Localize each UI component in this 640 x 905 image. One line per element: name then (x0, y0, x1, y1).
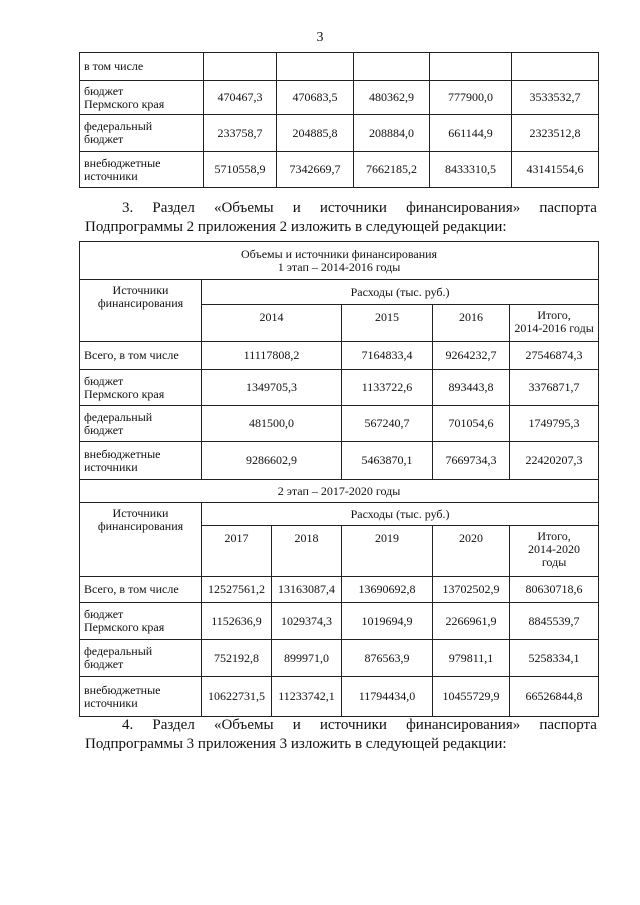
total-header: Итого, 2014-2020 годы (510, 526, 599, 577)
table-cell: 9264232,7 (433, 342, 510, 370)
row-label: Всего, в том числе (80, 577, 202, 603)
table-cell: 567240,7 (342, 406, 433, 442)
table-cell: 777900,0 (430, 81, 512, 115)
table-financing-volumes (79, 241, 599, 717)
table-continuation (79, 52, 599, 188)
table-cell: 1152636,9 (202, 603, 272, 640)
table-cell: 7342669,7 (277, 152, 354, 188)
table-title: Объемы и источники финансирования 1 этап – 2014-2016 годы (80, 242, 599, 280)
table-cell: 80630718,6 (510, 577, 599, 603)
table-row (80, 640, 599, 677)
year-header: 2016 (433, 305, 510, 342)
table-cell: 27546874,3 (510, 342, 599, 370)
year-header: 2018 (272, 526, 342, 577)
table-row (80, 53, 599, 81)
table-row (80, 677, 599, 717)
table-cell: 3376871,7 (510, 370, 599, 406)
row-label: бюджет Пермского края (80, 370, 202, 406)
table-cell: 3533532,7 (512, 81, 599, 115)
table-cell: 481500,0 (202, 406, 342, 442)
row-label: в том числе (80, 53, 204, 81)
table-cell: 22420207,3 (510, 442, 599, 480)
table-cell: 11233742,1 (272, 677, 342, 717)
table-cell: 2323512,8 (512, 115, 599, 152)
table-row (80, 115, 599, 152)
table-cell: 7164833,4 (342, 342, 433, 370)
table-cell: 66526844,8 (510, 677, 599, 717)
table-cell: 1019694,9 (342, 603, 433, 640)
row-label: внебюджетные источники (80, 677, 202, 717)
row-label: федеральный бюджет (80, 406, 202, 442)
row-label: внебюджетные источники (80, 442, 202, 480)
table-cell: 979811,1 (433, 640, 510, 677)
table-row (80, 342, 599, 370)
table-cell: 893443,8 (433, 370, 510, 406)
table-cell: 2266961,9 (433, 603, 510, 640)
table-cell: 5710558,9 (204, 152, 277, 188)
table-cell: 480362,9 (354, 81, 430, 115)
table-cell: 204885,8 (277, 115, 354, 152)
table-row (80, 406, 599, 442)
table-cell: 10622731,5 (202, 677, 272, 717)
year-header: 2017 (202, 526, 272, 577)
expenses-header: Расходы (тыс. руб.) (202, 280, 599, 305)
table-cell: 7669734,3 (433, 442, 510, 480)
year-header: 2019 (342, 526, 433, 577)
table-cell: 661144,9 (430, 115, 512, 152)
year-header: 2014 (202, 305, 342, 342)
table-cell: 12527561,2 (202, 577, 272, 603)
table-cell: 752192,8 (202, 640, 272, 677)
stage2-title: 2 этап – 2017-2020 годы (80, 480, 599, 503)
sources-header: Источники финансирования (80, 503, 202, 577)
paragraph-3: 3. Раздел «Объемы и источники финансирования» паспорта Подпрограммы 2 приложения 2 изложить в следующей редакции: (85, 200, 597, 235)
table-cell: 7662185,2 (354, 152, 430, 188)
expenses-header: Расходы (тыс. руб.) (202, 503, 599, 526)
table-title-row (80, 480, 599, 503)
sources-header: Источники финансирования (80, 280, 202, 342)
table-cell: 8845539,7 (510, 603, 599, 640)
total-header: Итого, 2014-2016 годы (510, 305, 599, 342)
table-cell: 5463870,1 (342, 442, 433, 480)
row-label: федеральный бюджет (80, 640, 202, 677)
table-header-row (80, 503, 599, 526)
table-row (80, 81, 599, 115)
year-header: 2015 (342, 305, 433, 342)
paragraph-4: 4. Раздел «Объемы и источники финансирования» паспорта Подпрограммы 3 приложения 3 изложить в следующей редакции: (85, 717, 597, 752)
table-cell: 876563,9 (342, 640, 433, 677)
row-label: бюджет Пермского края (80, 603, 202, 640)
table-row (80, 442, 599, 480)
table-cell: 8433310,5 (430, 152, 512, 188)
year-header: 2020 (433, 526, 510, 577)
table-cell: 5258334,1 (510, 640, 599, 677)
table-cell: 13702502,9 (433, 577, 510, 603)
table-row (80, 603, 599, 640)
table-cell: 9286602,9 (202, 442, 342, 480)
table-cell: 43141554,6 (512, 152, 599, 188)
row-label: Всего, в том числе (80, 342, 202, 370)
table-cell: 208884,0 (354, 115, 430, 152)
row-label: федеральный бюджет (80, 115, 204, 152)
table-header-row (80, 280, 599, 305)
table-cell: 13690692,8 (342, 577, 433, 603)
table-cell: 10455729,9 (433, 677, 510, 717)
table-cell: 233758,7 (204, 115, 277, 152)
table-cell: 1349705,3 (202, 370, 342, 406)
row-label: внебюджетные источники (80, 152, 204, 188)
table-cell: 1029374,3 (272, 603, 342, 640)
table-cell: 470467,3 (204, 81, 277, 115)
table-title-row (80, 242, 599, 280)
table-row (80, 370, 599, 406)
table-cell: 11117808,2 (202, 342, 342, 370)
table-row (80, 152, 599, 188)
table-cell: 13163087,4 (272, 577, 342, 603)
table-row (80, 577, 599, 603)
table-cell: 899971,0 (272, 640, 342, 677)
table-cell: 11794434,0 (342, 677, 433, 717)
table-cell: 470683,5 (277, 81, 354, 115)
row-label: бюджет Пермского края (80, 81, 204, 115)
table-cell: 1133722,6 (342, 370, 433, 406)
page-number: 3 (316, 30, 324, 45)
table-cell: 1749795,3 (510, 406, 599, 442)
table-cell: 701054,6 (433, 406, 510, 442)
